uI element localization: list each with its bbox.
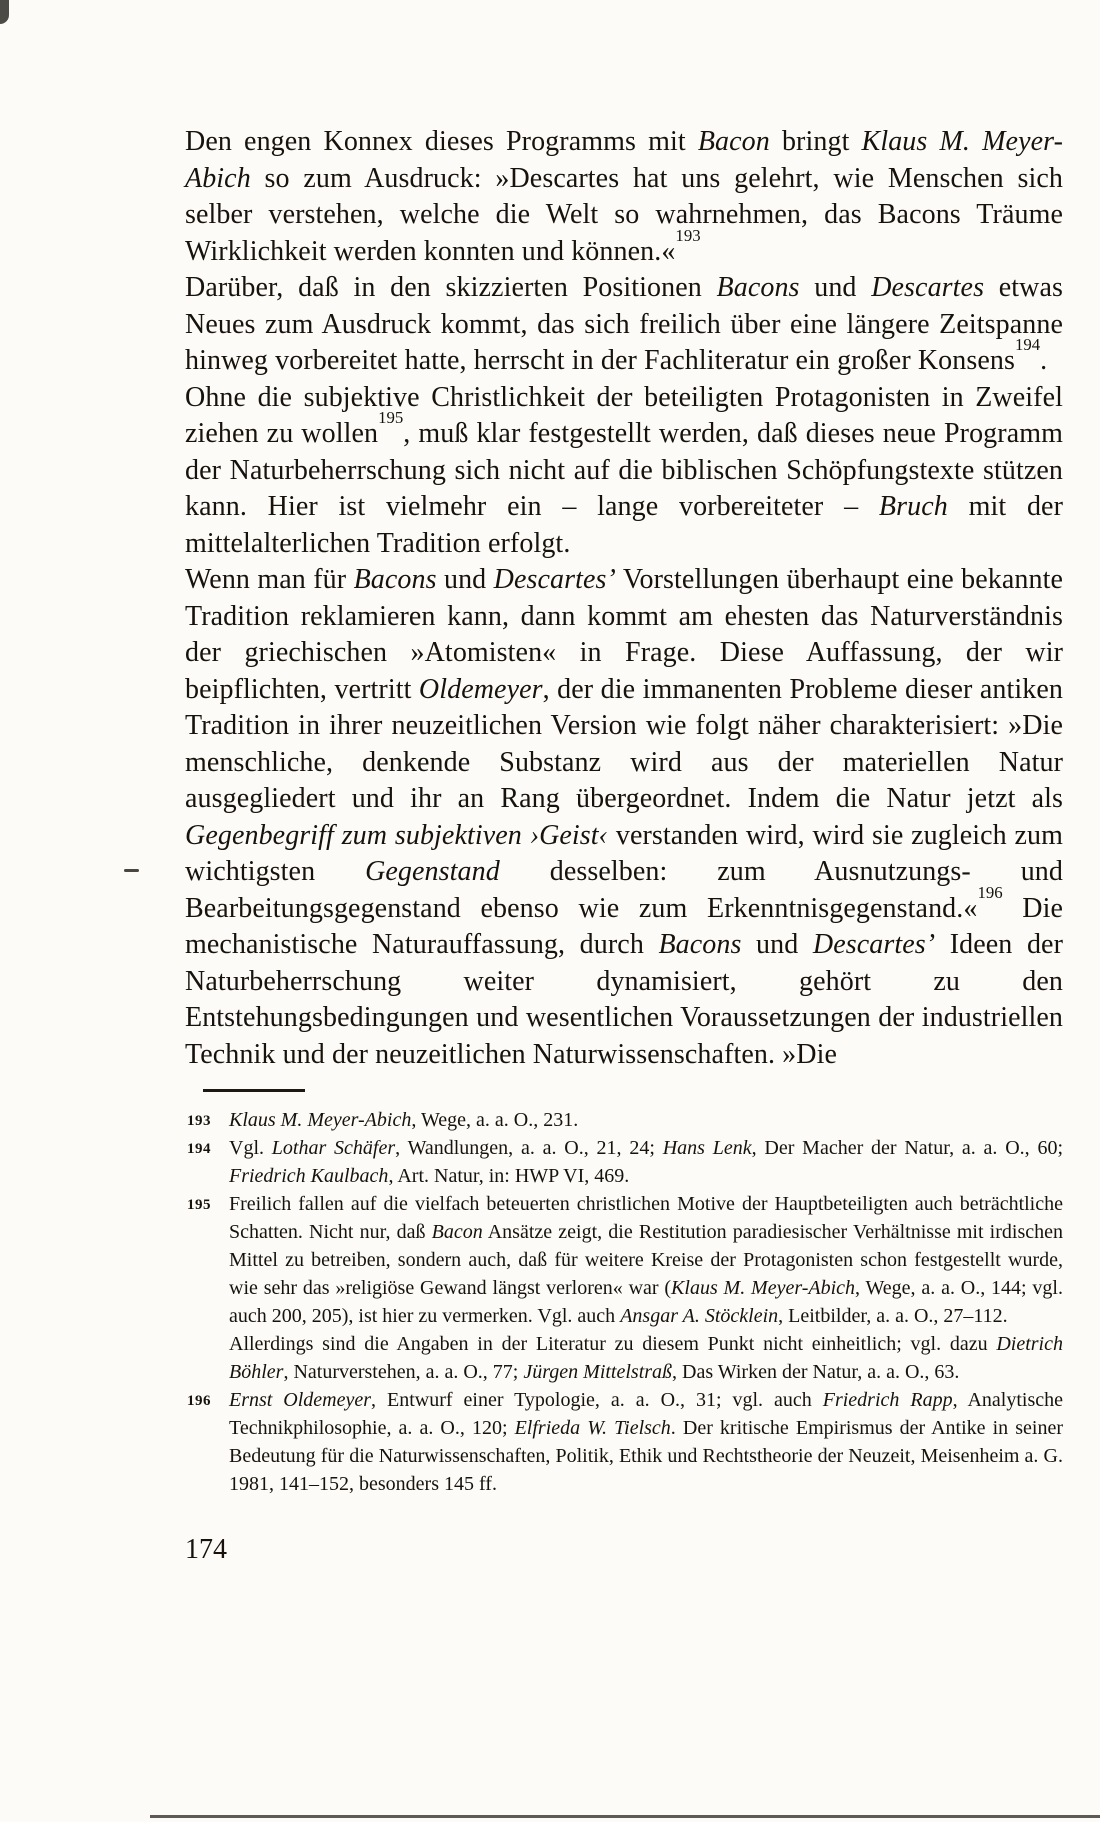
text-run: Ansätze zeigt, die Restitution paradiesischer Verhältnisse mit irdischen Mittel zu betreiben, sondern auch, daß für weitere Kreise der Protagonisten schon festgestellt wurde, wie sehr das »religiöse Gewand längst verloren« war ( [229, 1221, 1063, 1299]
text-run: mit der mittelalterlichen Tradition erfolgt. [185, 491, 1063, 559]
italic-text: Ansgar A. Stöcklein [620, 1305, 779, 1327]
footnote-reference: 195 [378, 408, 404, 428]
italic-text: Descartes’ [493, 564, 616, 595]
italic-text: Bacons [658, 929, 742, 960]
footnote-number: 195 [187, 1197, 211, 1213]
text-run: und [799, 272, 872, 303]
italic-text: Gegenstand [365, 856, 500, 887]
italic-text: Bruch [878, 491, 948, 522]
footnote-number: 196 [187, 1393, 211, 1409]
text-run: Wenn man für [185, 564, 354, 595]
footnote-196 [185, 1386, 1063, 1498]
text-run: Die mechanistische Naturauffassung, durch [185, 892, 1063, 960]
text-run: Allerdings sind die Angaben in der Literatur zu diesem Punkt nicht einheitlich; vgl. dazu [229, 1333, 997, 1355]
text-run: Den engen Konnex dieses Programms mit [185, 126, 698, 157]
text-run: , Wege, a. a. O., 144; vgl. auch 200, 205), ist hier zu vermerken. Vgl. auch [229, 1277, 1063, 1327]
italic-text: Bacons [716, 272, 800, 303]
text-run: , Entwurf einer Typologie, a. a. O., 31; vgl. auch [371, 1389, 823, 1411]
text-run: , Art. Natur, in: HWP VI, 469. [388, 1165, 630, 1187]
footnote-194 [185, 1134, 1063, 1190]
italic-text: Oldemeyer [418, 673, 543, 705]
paragraph [185, 124, 1063, 270]
footnote-paragraph [229, 1330, 1063, 1386]
italic-text: Ernst Oldemeyer [229, 1389, 372, 1411]
italic-text: Descartes’ [812, 929, 936, 960]
text-run: Darüber, daß in den skizzierten Positionen [185, 272, 717, 303]
text-run: , Wege, a. a. O., 231. [411, 1109, 579, 1131]
text-run: , der die immanenten Probleme dieser antiken Tradition in ihrer neuzeitlichen Version wie folgt näher charakterisiert: »Die menschliche, denkende Substanz wird aus der materiellen Natur ausgegliedert und ihr an Rang übergeordnet. Indem die Natur jetzt als [185, 673, 1064, 814]
text-run: Vgl. [229, 1137, 272, 1159]
paragraph [185, 270, 1063, 380]
paragraph [185, 380, 1063, 563]
text-run: , Der Macher der Natur, a. a. O., 60; [751, 1137, 1064, 1159]
italic-text: Klaus M. Meyer-Abich [671, 1277, 856, 1299]
text-run: , Das Wirken der Natur, a. a. O., 63. [672, 1361, 960, 1383]
footnote-reference: 194 [1015, 335, 1041, 355]
text-run: und [741, 929, 813, 960]
text-run: , Wandlungen, a. a. O., 21, 24; [395, 1137, 663, 1159]
text-run: , muß klar festgestellt werden, daß dieses neue Programm der Naturbeherrschung sich nicht auf die biblischen Schöpfungstexte stützen kann. Hier ist vielmehr ein – lange vorbereiteter – [185, 418, 1063, 522]
text-run: . [1040, 345, 1048, 376]
text-run: , Analytische Technikphilosophie, a. a. O., 120; [229, 1389, 1063, 1439]
footnote-number: 194 [187, 1141, 211, 1157]
page-number: 174 [185, 1534, 227, 1565]
italic-text: Bacon [697, 126, 770, 157]
text-run: verstanden wird, wird sie zugleich zum wichtigsten [185, 819, 1063, 887]
text-run: und [436, 564, 494, 595]
text-run: , Leitbilder, a. a. O., 27–112. [778, 1305, 1008, 1327]
text-run: etwas Neues zum Ausdruck kommt, das sich freilich über eine längere Zeitspanne hinweg vorbereitet hatte, herrscht in der Fachliteratur ein großer Konsens [185, 272, 1064, 376]
body-text [185, 124, 1063, 1073]
footnote-separator [203, 1089, 305, 1092]
italic-text: Bacons [353, 564, 437, 595]
italic-text: Bacon [431, 1221, 483, 1243]
footnote-193 [185, 1106, 1063, 1134]
footnote-paragraph [229, 1386, 1063, 1498]
italic-text: Elfrieda W. Tielsch [514, 1417, 671, 1439]
scan-artifact-corner [0, 0, 9, 24]
footnotes [185, 1106, 1063, 1498]
text-run: bringt [769, 126, 862, 157]
paragraph [185, 562, 1063, 1073]
text-run: , Naturverstehen, a. a. O., 77; [283, 1361, 524, 1383]
italic-text: Friedrich Rapp [822, 1389, 953, 1411]
footnote-195 [185, 1190, 1063, 1386]
text-run: Ohne die subjektive Christlichkeit der beteiligten Protagonisten in Zweifel ziehen zu wollen [185, 381, 1063, 449]
text-run: Ideen der Naturbeherrschung weiter dynamisiert, gehört zu den Entstehungsbedingungen und wesentlichen Voraussetzungen der industriellen Technik und der neuzeitlichen Naturwissenschaften. »Die [185, 929, 1063, 1070]
scan-artifact-margin-dash [124, 869, 139, 872]
footnote-paragraph [229, 1190, 1063, 1330]
footnote-paragraph [229, 1106, 1063, 1134]
text-column [185, 124, 1063, 1566]
footnote-reference: 196 [977, 882, 1003, 902]
italic-text: Gegenbegriff zum subjektiven ›Geist‹ [185, 819, 609, 851]
italic-text: Dietrich Böhler [229, 1333, 1063, 1383]
italic-text: Klaus M. Meyer-Abich [229, 1109, 412, 1131]
italic-text: Friedrich Kaulbach [229, 1165, 389, 1187]
text-run: Freilich fallen auf die vielfach beteuerten christlichen Motive der Hauptbeteiligten auch beträchtliche Schatten. Nicht nur, daß [229, 1193, 1063, 1243]
italic-text: Lothar Schäfer [271, 1137, 396, 1159]
footnote-number: 193 [187, 1113, 211, 1129]
italic-text: Hans Lenk [662, 1137, 752, 1159]
italic-text: Klaus M. Meyer-Abich [185, 126, 1063, 194]
text-run: desselben: zum Ausnutzungs- und Bearbeitungsgegenstand ebenso wie zum Erkenntnisgegenstand.« [185, 856, 1063, 924]
text-run: so zum Ausdruck: »Descartes hat uns gelehrt, wie Menschen sich selber verstehen, welche die Welt so wahrnehmen, das Bacons Träume Wirklichkeit werden konnten und können.« [185, 162, 1063, 267]
italic-text: Jürgen Mittelstraß [523, 1361, 673, 1383]
text-run: Vorstellungen überhaupt eine bekannte Tradition reklamieren kann, dann kommt am ehesten das Naturverständnis der griechischen »Atomisten« in Frage. Diese Auffassung, der wir beipflichten, vertritt [185, 564, 1063, 705]
italic-text: Descartes [871, 272, 985, 303]
scan-artifact-bottom-edge [150, 1815, 1100, 1818]
footnote-paragraph [229, 1134, 1063, 1190]
footnote-reference: 193 [675, 225, 701, 245]
text-run: . Der kritische Empirismus der Antike in seiner Bedeutung für die Naturwissenschaften, Politik, Ethik und Rechtstheorie der Neuzeit, Meisenheim a. G. 1981, 141–152, besonders 145 ff. [229, 1417, 1064, 1495]
